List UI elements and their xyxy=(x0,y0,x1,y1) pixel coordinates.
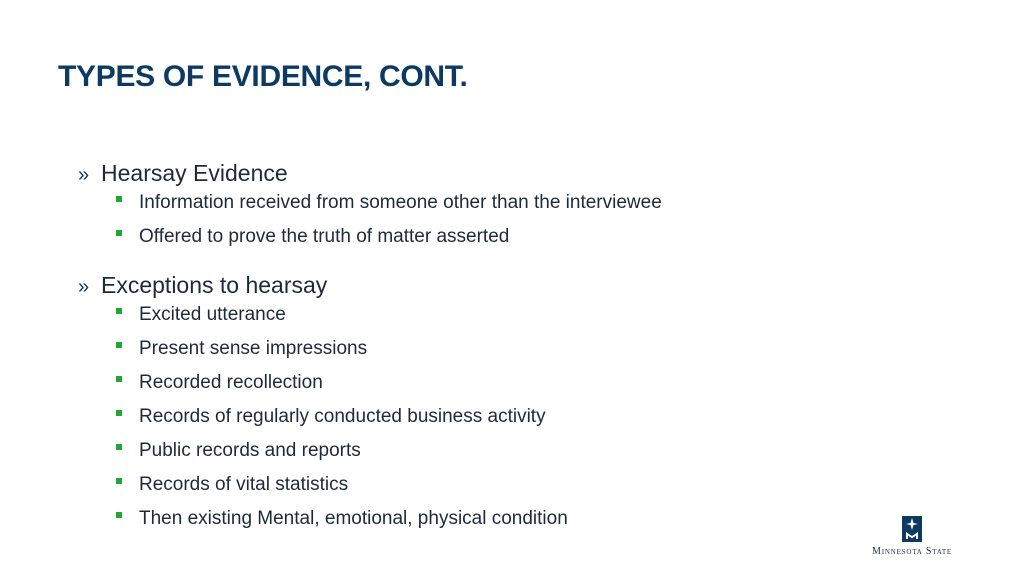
list-item-text: Then existing Mental, emotional, physical condition xyxy=(139,508,568,529)
section-heading xyxy=(78,160,838,192)
double-chevron-icon: » xyxy=(78,164,90,186)
list-item xyxy=(116,406,838,440)
list-item-text: Present sense impressions xyxy=(139,338,368,359)
logo-wordmark: Minnesota State xyxy=(872,546,952,557)
list-item xyxy=(116,508,838,542)
double-chevron-icon: » xyxy=(78,276,90,298)
square-bullet-icon xyxy=(116,308,122,314)
square-bullet-icon xyxy=(116,410,122,416)
square-bullet-icon xyxy=(116,230,122,236)
north-star-m-icon xyxy=(902,516,922,542)
list-item xyxy=(116,440,838,474)
list-item-text: Excited utterance xyxy=(139,304,286,325)
list-item-text: Information received from someone other than the interviewee xyxy=(139,192,662,213)
square-bullet-icon xyxy=(116,376,122,382)
list-item-text: Recorded recollection xyxy=(139,372,323,393)
list-item-text: Offered to prove the truth of matter asserted xyxy=(139,226,510,247)
square-bullet-icon xyxy=(116,444,122,450)
list-item xyxy=(116,474,838,508)
square-bullet-icon xyxy=(116,196,122,202)
square-bullet-icon xyxy=(116,512,122,518)
list-item xyxy=(116,338,838,372)
list-item-text: Records of vital statistics xyxy=(139,474,349,495)
list-item-text: Records of regularly conducted business activity xyxy=(139,406,546,427)
section-heading-text: Hearsay Evidence xyxy=(101,160,288,186)
list-item xyxy=(116,192,838,226)
list-item-text: Public records and reports xyxy=(139,440,361,461)
square-bullet-icon xyxy=(116,342,122,348)
slide-title: TYPES OF EVIDENCE, CONT. xyxy=(58,60,468,93)
list-item xyxy=(116,226,838,260)
section-heading xyxy=(78,272,838,304)
bullet-list xyxy=(78,160,838,542)
list-item xyxy=(116,304,838,338)
list-item xyxy=(116,372,838,406)
square-bullet-icon xyxy=(116,478,122,484)
minnesota-state-logo xyxy=(852,516,972,560)
section-heading-text: Exceptions to hearsay xyxy=(101,272,328,298)
